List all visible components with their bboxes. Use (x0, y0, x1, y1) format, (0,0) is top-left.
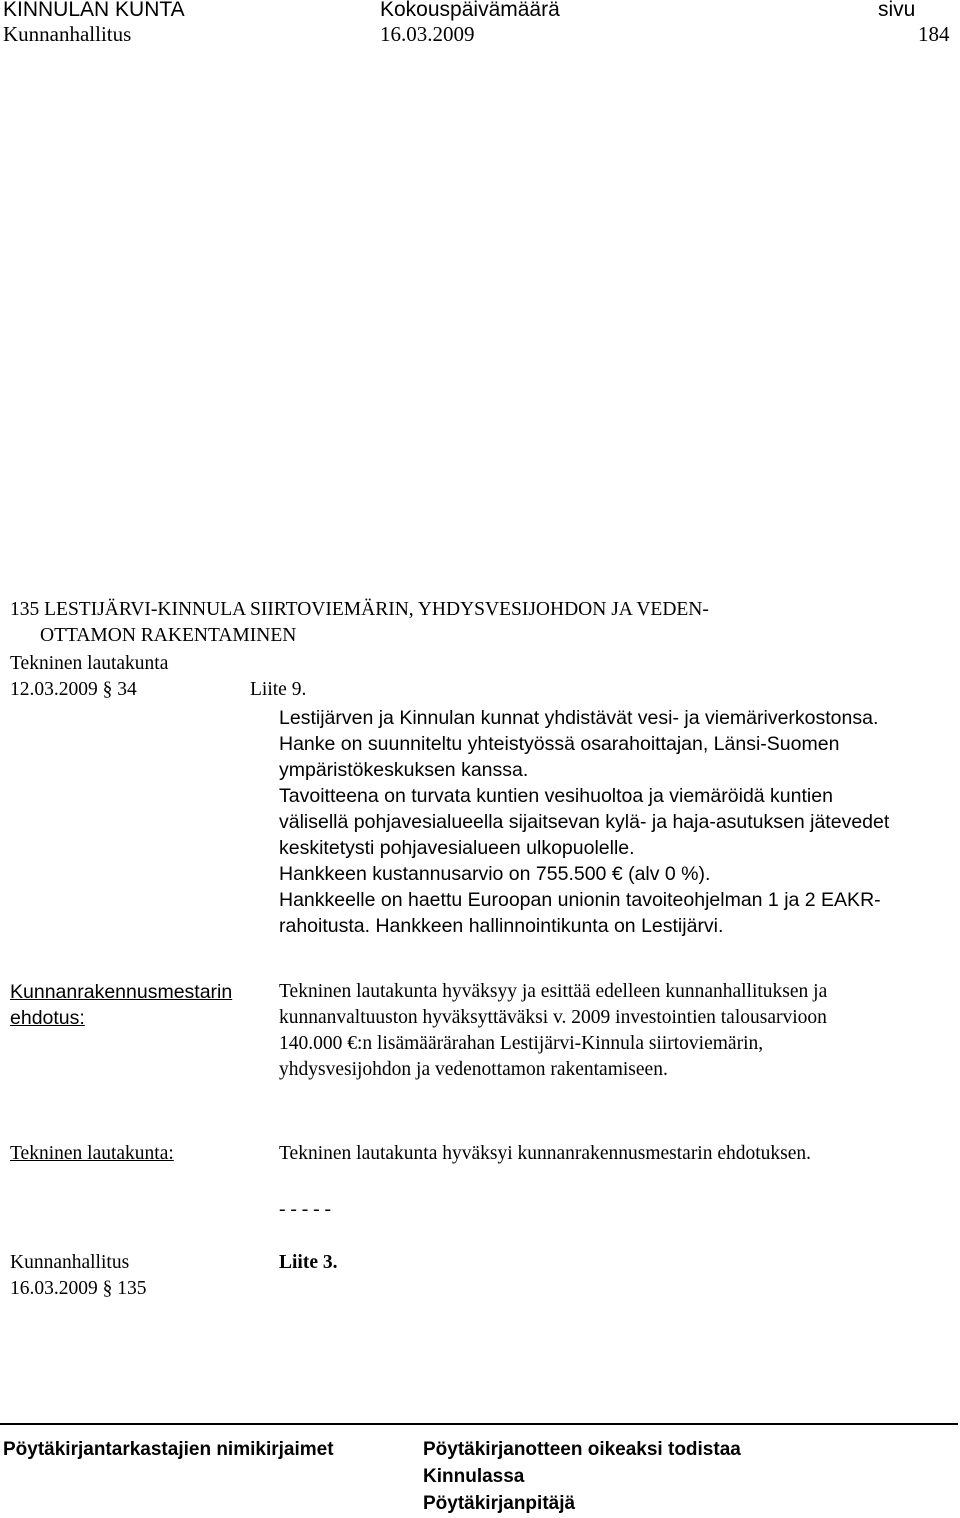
footer-initials-label: Pöytäkirjantarkastajien nimikirjaimet (3, 1439, 334, 1460)
proposal-line: 140.000 €:n lisämäärärahan Lestijärvi-Kinnula siirtoviemärin, (279, 1033, 764, 1054)
description-line: Hankkeen kustannusarvio on 755.500 € (alv 0 %). (279, 863, 711, 885)
proposal-line: kunnanvaltuuston hyväksyttäväksi v. 2009 investointien talousarvioon (279, 1007, 827, 1028)
page-number: 184 (918, 22, 950, 46)
footer-rule (0, 1423, 958, 1425)
committee-attachment: Liite 9. (250, 679, 307, 700)
description-line: välisellä pohjavesialueella sijaitsevan kylä- ja haja-asutuksen jätevedet (279, 811, 890, 833)
board-name: Kunnanhallitus (10, 1252, 130, 1273)
section-title-line-2: OTTAMON RAKENTAMINEN (40, 625, 297, 646)
description-line: keskitetysti pohjavesialueen ulkopuolelle. (279, 837, 635, 859)
decision-label: Tekninen lautakunta: (10, 1143, 174, 1164)
description-line: ympäristökeskuksen kanssa. (279, 759, 529, 781)
page-label: sivu (878, 0, 916, 21)
proposal-line: Tekninen lautakunta hyväksyy ja esittää edelleen kunnanhallituksen ja (279, 981, 828, 1002)
separator: - - - - - (279, 1199, 331, 1220)
board-attachment: Liite 3. (279, 1252, 338, 1273)
meeting-date-label: Kokouspäivämäärä (380, 0, 560, 21)
description-line: rahoitusta. Hankkeen hallinnointikunta on Lestijärvi. (279, 915, 724, 937)
proposal-label-line-1: Kunnanrakennusmestarin (10, 981, 233, 1003)
committee-name: Tekninen lautakunta (10, 653, 169, 674)
header-body-name: Kunnanhallitus (3, 22, 132, 46)
section-title-line-1: 135 LESTIJÄRVI-KINNULA SIIRTOVIEMÄRIN, YHDYSVESIJOHDON JA VEDEN- (10, 599, 709, 620)
footer-certification-label: Pöytäkirjanotteen oikeaksi todistaa (423, 1439, 741, 1460)
description-line: Lestijärven ja Kinnulan kunnat yhdistävät vesi- ja viemäriverkostonsa. (279, 707, 879, 729)
footer-place: Kinnulassa (423, 1466, 525, 1487)
committee-reference: 12.03.2009 § 34 (10, 679, 137, 700)
description-paragraph (279, 705, 951, 939)
meeting-date: 16.03.2009 (380, 22, 475, 46)
municipality-name: KINNULAN KUNTA (3, 0, 185, 21)
proposal-label-line-2: ehdotus: (10, 1007, 85, 1029)
description-line: Tavoitteena on turvata kuntien vesihuoltoa ja viemäröidä kuntien (279, 785, 833, 807)
decision-text: Tekninen lautakunta hyväksyi kunnanrakennusmestarin ehdotuksen. (279, 1143, 812, 1164)
proposal-paragraph (279, 979, 951, 1083)
board-reference: 16.03.2009 § 135 (10, 1278, 147, 1299)
description-line: Hankkeelle on haettu Euroopan unionin tavoiteohjelman 1 ja 2 EAKR- (279, 889, 881, 911)
description-line: Hanke on suunniteltu yhteistyössä osarahoittajan, Länsi-Suomen (279, 733, 840, 755)
footer-secretary-label: Pöytäkirjanpitäjä (423, 1493, 576, 1514)
proposal-line: yhdysvesijohdon ja vedenottamon rakentamiseen. (279, 1059, 668, 1080)
